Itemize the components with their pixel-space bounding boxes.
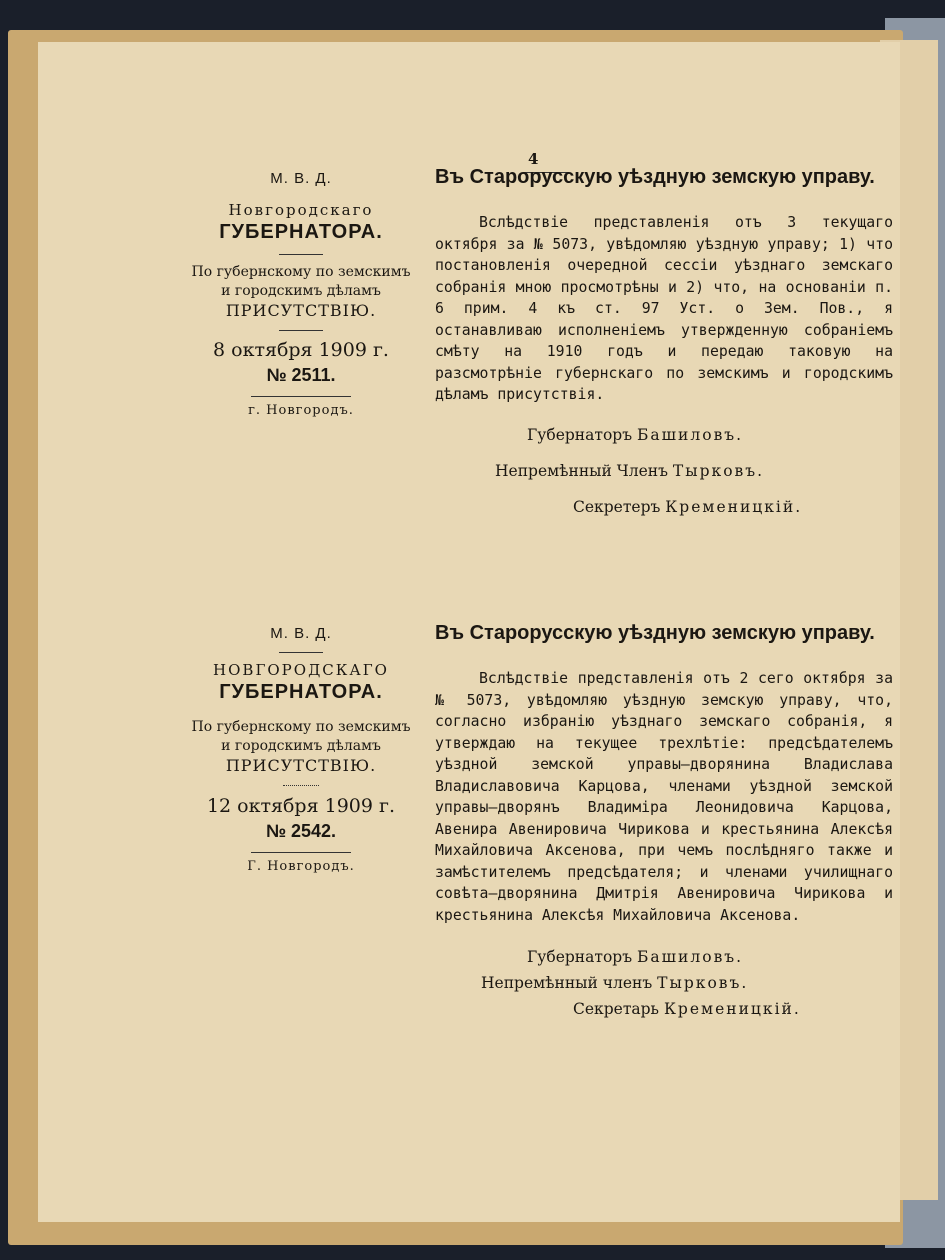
signature-name: Кременицкій. <box>663 1000 801 1018</box>
divider <box>279 330 323 331</box>
page-number: 4 <box>528 150 539 168</box>
letter-body <box>435 212 893 406</box>
dept-line-1: По губернскому по земскимъ <box>191 264 411 280</box>
ministry-label: М. В. Д. <box>270 625 332 642</box>
entry-1-letterhead <box>178 170 424 418</box>
signature-governor <box>435 948 893 966</box>
signature-title: Губернаторъ <box>527 425 633 444</box>
letter-body-text: Вслѣдствіе представленія отъ 3 текущаго октября за № 5073, увѣдомляю уѣздную управу; 1) что постановленія очередной сессіи уѣзднаго земскаго собранія мною просмотрѣны и 2) что, на основаніи п. 6 прим. 4 къ ст. 97 Уст. о Зем. Пов., я останавливаю исполненіемъ утвержденную собраніемъ смѣту на 1910 годъ и передаю таковую на разсмотрѣніе губернскаго по земскимъ и городскимъ дѣламъ присутствія. <box>435 214 893 403</box>
signature-secretary <box>435 498 893 516</box>
signature-member <box>435 974 893 992</box>
entry-1-letter <box>435 164 893 516</box>
divider <box>251 852 351 853</box>
signature-title: Губернаторъ <box>527 948 633 966</box>
signature-name: Тырковъ. <box>657 974 749 992</box>
signature-member <box>435 462 893 480</box>
signature-name: Кременицкій. <box>665 497 803 516</box>
dept-line-1: По губернскому по земскимъ <box>191 719 411 735</box>
office-line-1: Новгородскаго <box>228 201 374 219</box>
divider <box>279 652 323 653</box>
letter-body <box>435 668 893 926</box>
signature-title: Непремѣнный членъ <box>481 974 653 992</box>
office-line-2: ГУБЕРНАТОРА. <box>219 681 383 703</box>
signature-title: Секретеръ <box>573 497 661 516</box>
document-page <box>38 42 900 1222</box>
signature-title: Секретарь <box>573 1000 659 1018</box>
ministry-label: М. В. Д. <box>270 170 332 187</box>
signature-title: Непремѣнный Членъ <box>495 461 668 480</box>
divider <box>251 396 351 397</box>
letter-city: Г. Новгородъ. <box>247 859 355 874</box>
signature-name: Башиловъ. <box>637 948 744 966</box>
signature-name: Башиловъ. <box>637 425 744 444</box>
divider <box>279 254 323 255</box>
office-line-2: ГУБЕРНАТОРА. <box>219 221 383 243</box>
dept-line-3: ПРИСУТСТВІЮ. <box>225 301 377 320</box>
signature-secretary <box>435 1000 893 1018</box>
letter-body-text: Вслѣдствіе представленія отъ 2 сего октября за № 5073, увѣдомляю уѣздную земскую управу, что, согласно избранію уѣзднаго земскаго собранія, я утверждаю на текущее трехлѣтіе: предсѣдателемъ уѣздной земской управы—дворянина Владислава Владиславовича Карцова, членами уѣздной земской управы—дворянъ Владиміра Леонидовича Карцова, Авенира Авенировича Чирикова и крестьянина Алексѣя Михайловича Аксенова, при чемъ послѣдняго также и замѣстителемъ предсѣдателя; и членами училищнаго совѣта—дворянина Дмитрія Авенировича Чирикова и крестьянина Алексѣя Михайловича Аксенова. <box>435 670 893 924</box>
signature-name: Тырковъ. <box>672 461 765 480</box>
entry-2-letter <box>435 620 893 1018</box>
letter-heading: Въ Старорусскую уѣздную земскую управу. <box>435 622 875 644</box>
divider <box>283 785 319 787</box>
signature-governor <box>435 426 893 444</box>
letter-number: № 2511. <box>266 365 336 385</box>
office-line-1: НОВГОРОДСКАГО <box>213 661 389 679</box>
dept-line-2: и городскимъ дѣламъ <box>221 738 381 754</box>
letter-city: г. Новгородъ. <box>248 403 354 418</box>
dept-line-3: ПРИСУТСТВІЮ. <box>225 756 377 775</box>
entry-2-letterhead <box>178 625 424 874</box>
letter-date: 8 октября 1909 г. <box>213 339 389 361</box>
letter-date: 12 октября 1909 г. <box>206 795 396 817</box>
letter-heading: Въ Старорусскую уѣздную земскую управу. <box>435 166 875 188</box>
dept-line-2: и городскимъ дѣламъ <box>221 283 381 299</box>
letter-number: № 2542. <box>265 821 337 841</box>
